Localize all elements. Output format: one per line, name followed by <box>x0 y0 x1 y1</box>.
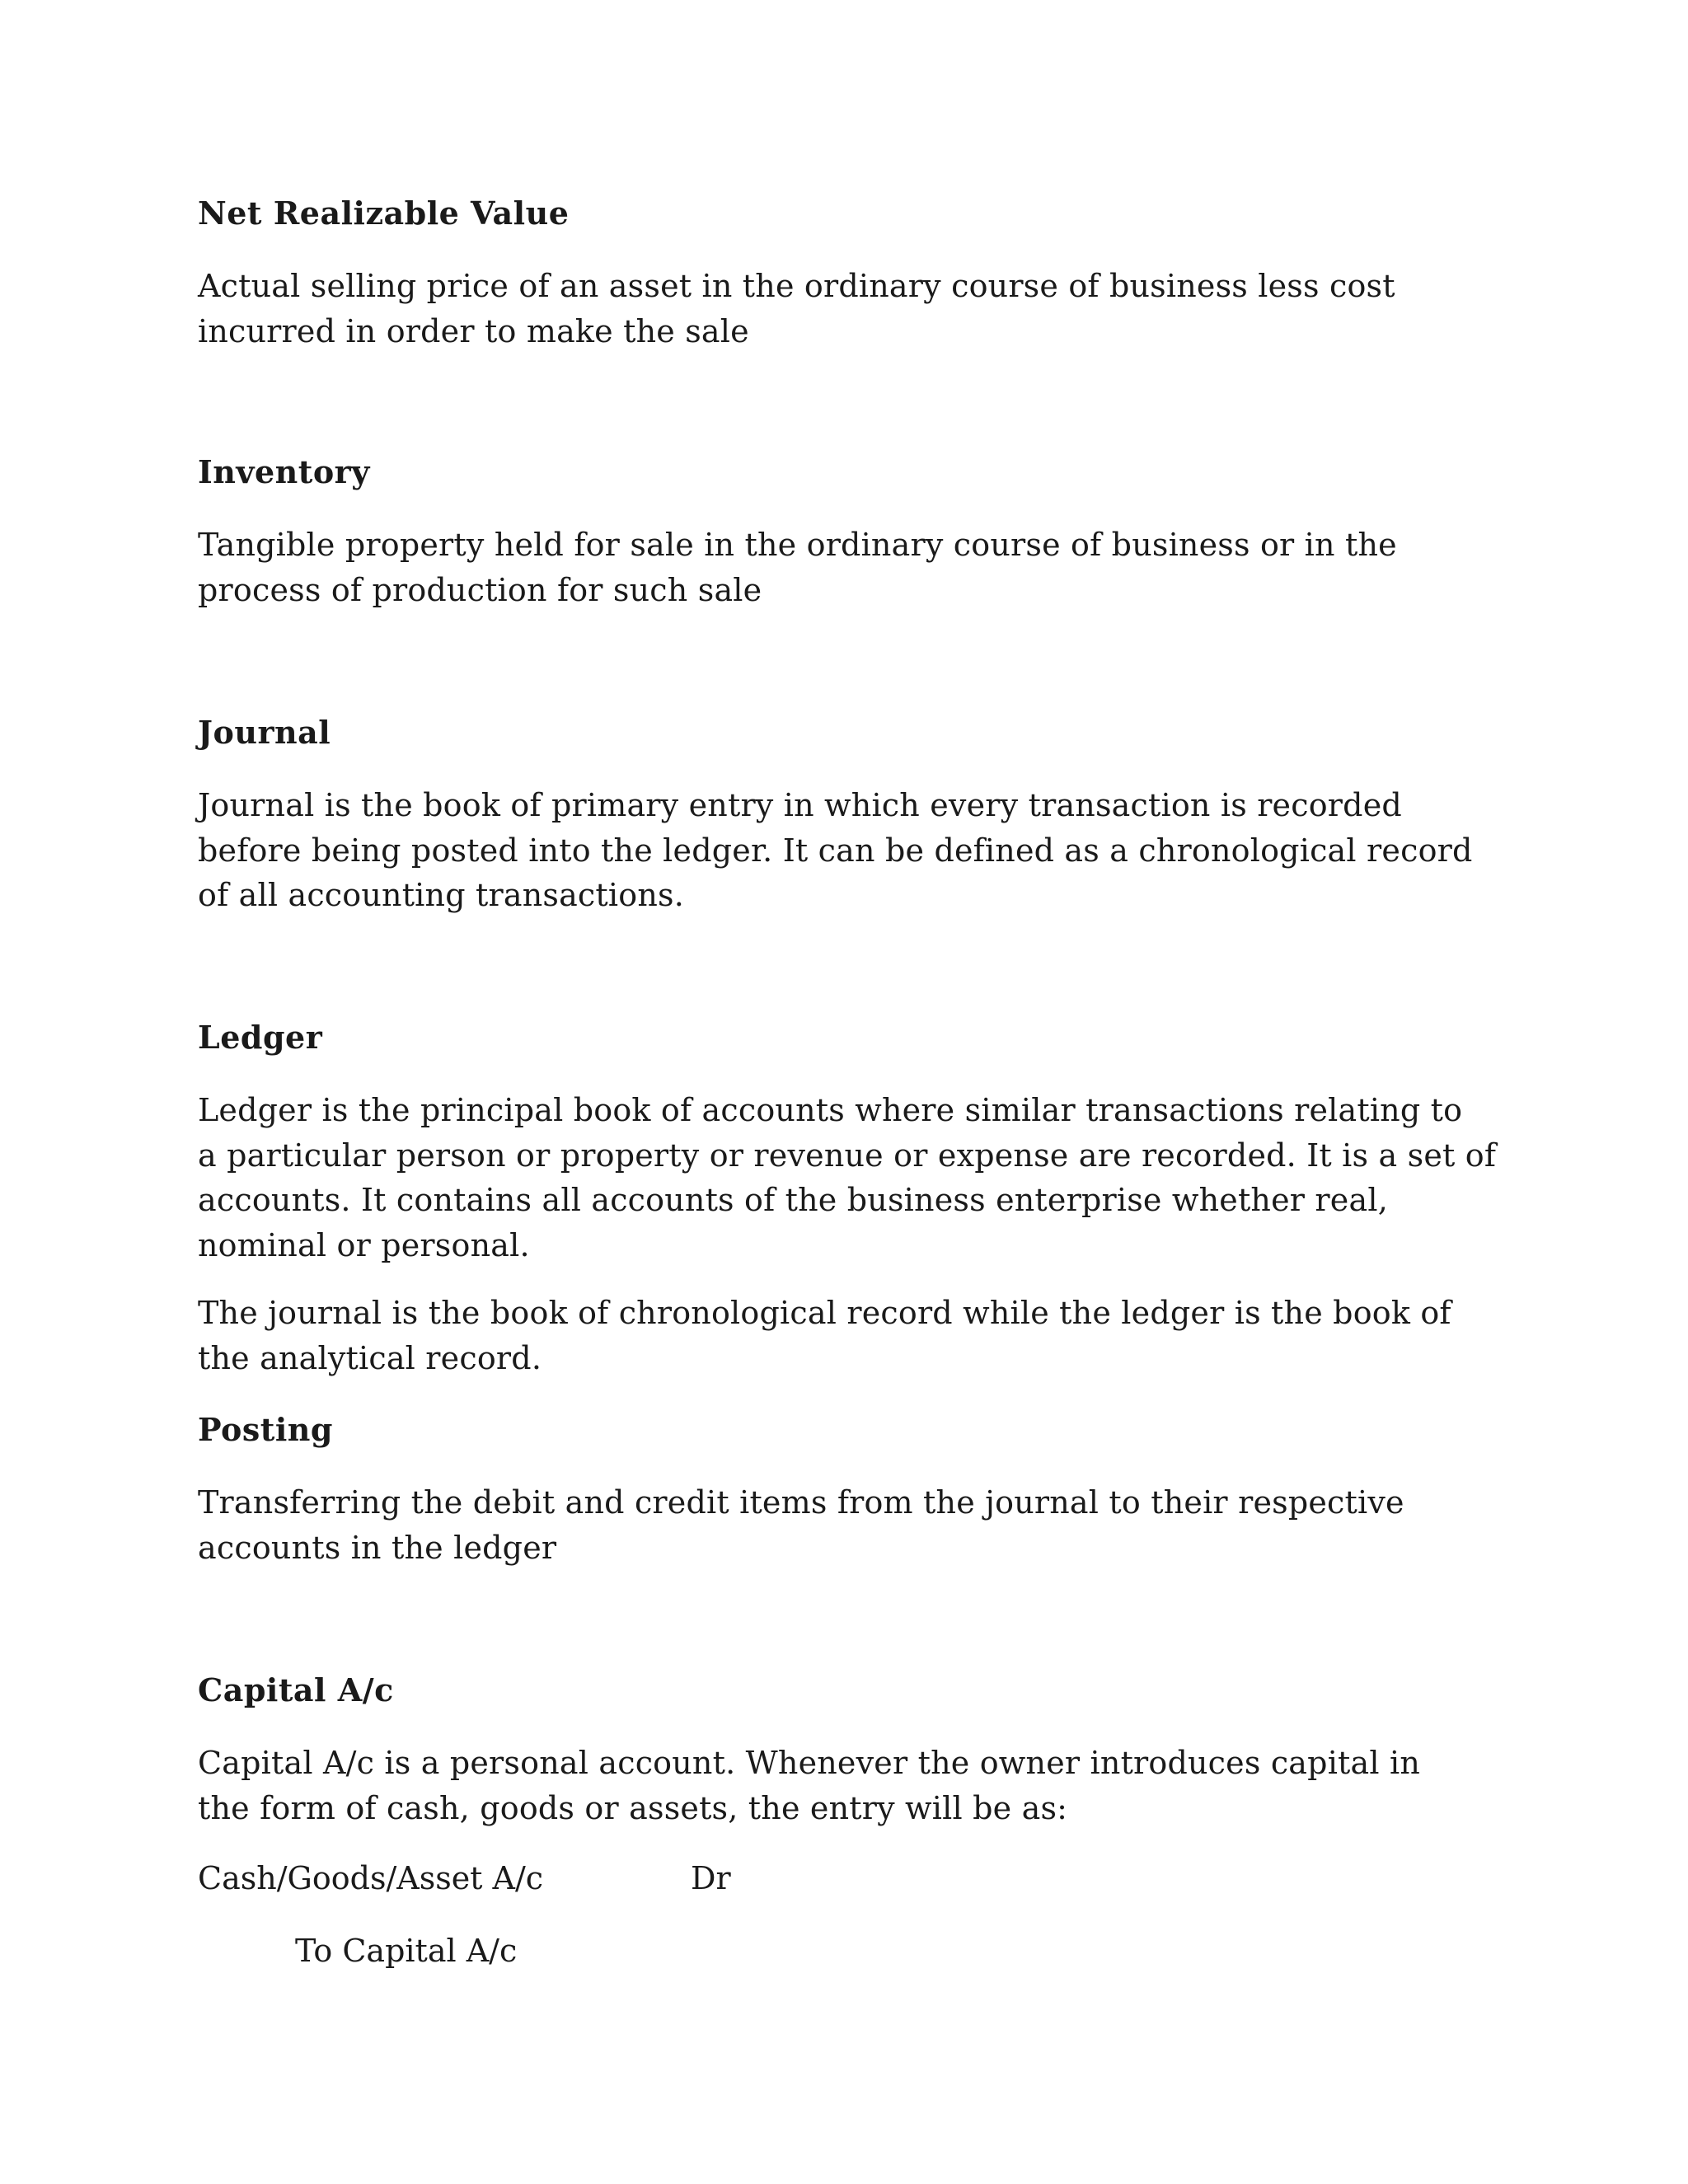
text-line: nominal or personal. <box>198 1226 530 1263</box>
text-line: accounts. It contains all accounts of the business enterprise whether real, <box>198 1182 1388 1218</box>
text-line: a particular person or property or revenue or expense are recorded. It is a set of <box>198 1137 1497 1174</box>
debit-account: Cash/Goods/Asset A/c <box>198 1860 544 1896</box>
paragraph-net-realizable-value <box>198 264 1525 354</box>
heading-ledger: Ledger <box>198 1019 323 1056</box>
paragraph-inventory <box>198 523 1525 612</box>
text-line: before being posted into the ledger. It can be defined as a chronological record <box>198 832 1473 869</box>
paragraph-ledger-definition <box>198 1088 1525 1268</box>
text-line: the analytical record. <box>198 1339 542 1376</box>
paragraph-capital-account <box>198 1741 1525 1830</box>
paragraph-journal <box>198 783 1525 918</box>
text-line: Capital A/c is a personal account. Whenever the owner introduces capital in <box>198 1745 1421 1781</box>
heading-journal: Journal <box>198 714 331 751</box>
text-line: incurred in order to make the sale <box>198 312 749 349</box>
credit-account: To Capital A/c <box>295 1933 518 1969</box>
heading-inventory: Inventory <box>198 453 370 490</box>
paragraph-journal-vs-ledger <box>198 1291 1525 1380</box>
text-line: Ledger is the principal book of accounts where similar transactions relating to <box>198 1092 1463 1128</box>
text-line: Tangible property held for sale in the ordinary course of business or in the <box>198 527 1397 563</box>
text-line: process of production for such sale <box>198 571 762 608</box>
text-line: Journal is the book of primary entry in which every transaction is recorded <box>198 787 1402 823</box>
text-line: The journal is the book of chronological record while the ledger is the book of <box>198 1295 1451 1331</box>
text-line: Transferring the debit and credit items from the journal to their respective <box>198 1484 1404 1521</box>
heading-net-realizable-value: Net Realizable Value <box>198 194 570 232</box>
debit-marker: Dr <box>691 1860 731 1896</box>
text-line: accounts in the ledger <box>198 1529 557 1566</box>
paragraph-posting <box>198 1480 1525 1570</box>
text-line: Actual selling price of an asset in the ordinary course of business less cost <box>198 268 1395 304</box>
text-line: of all accounting transactions. <box>198 877 684 913</box>
heading-capital-account: Capital A/c <box>198 1671 394 1708</box>
heading-posting: Posting <box>198 1411 333 1448</box>
text-line: the form of cash, goods or assets, the entry will be as: <box>198 1789 1068 1826</box>
